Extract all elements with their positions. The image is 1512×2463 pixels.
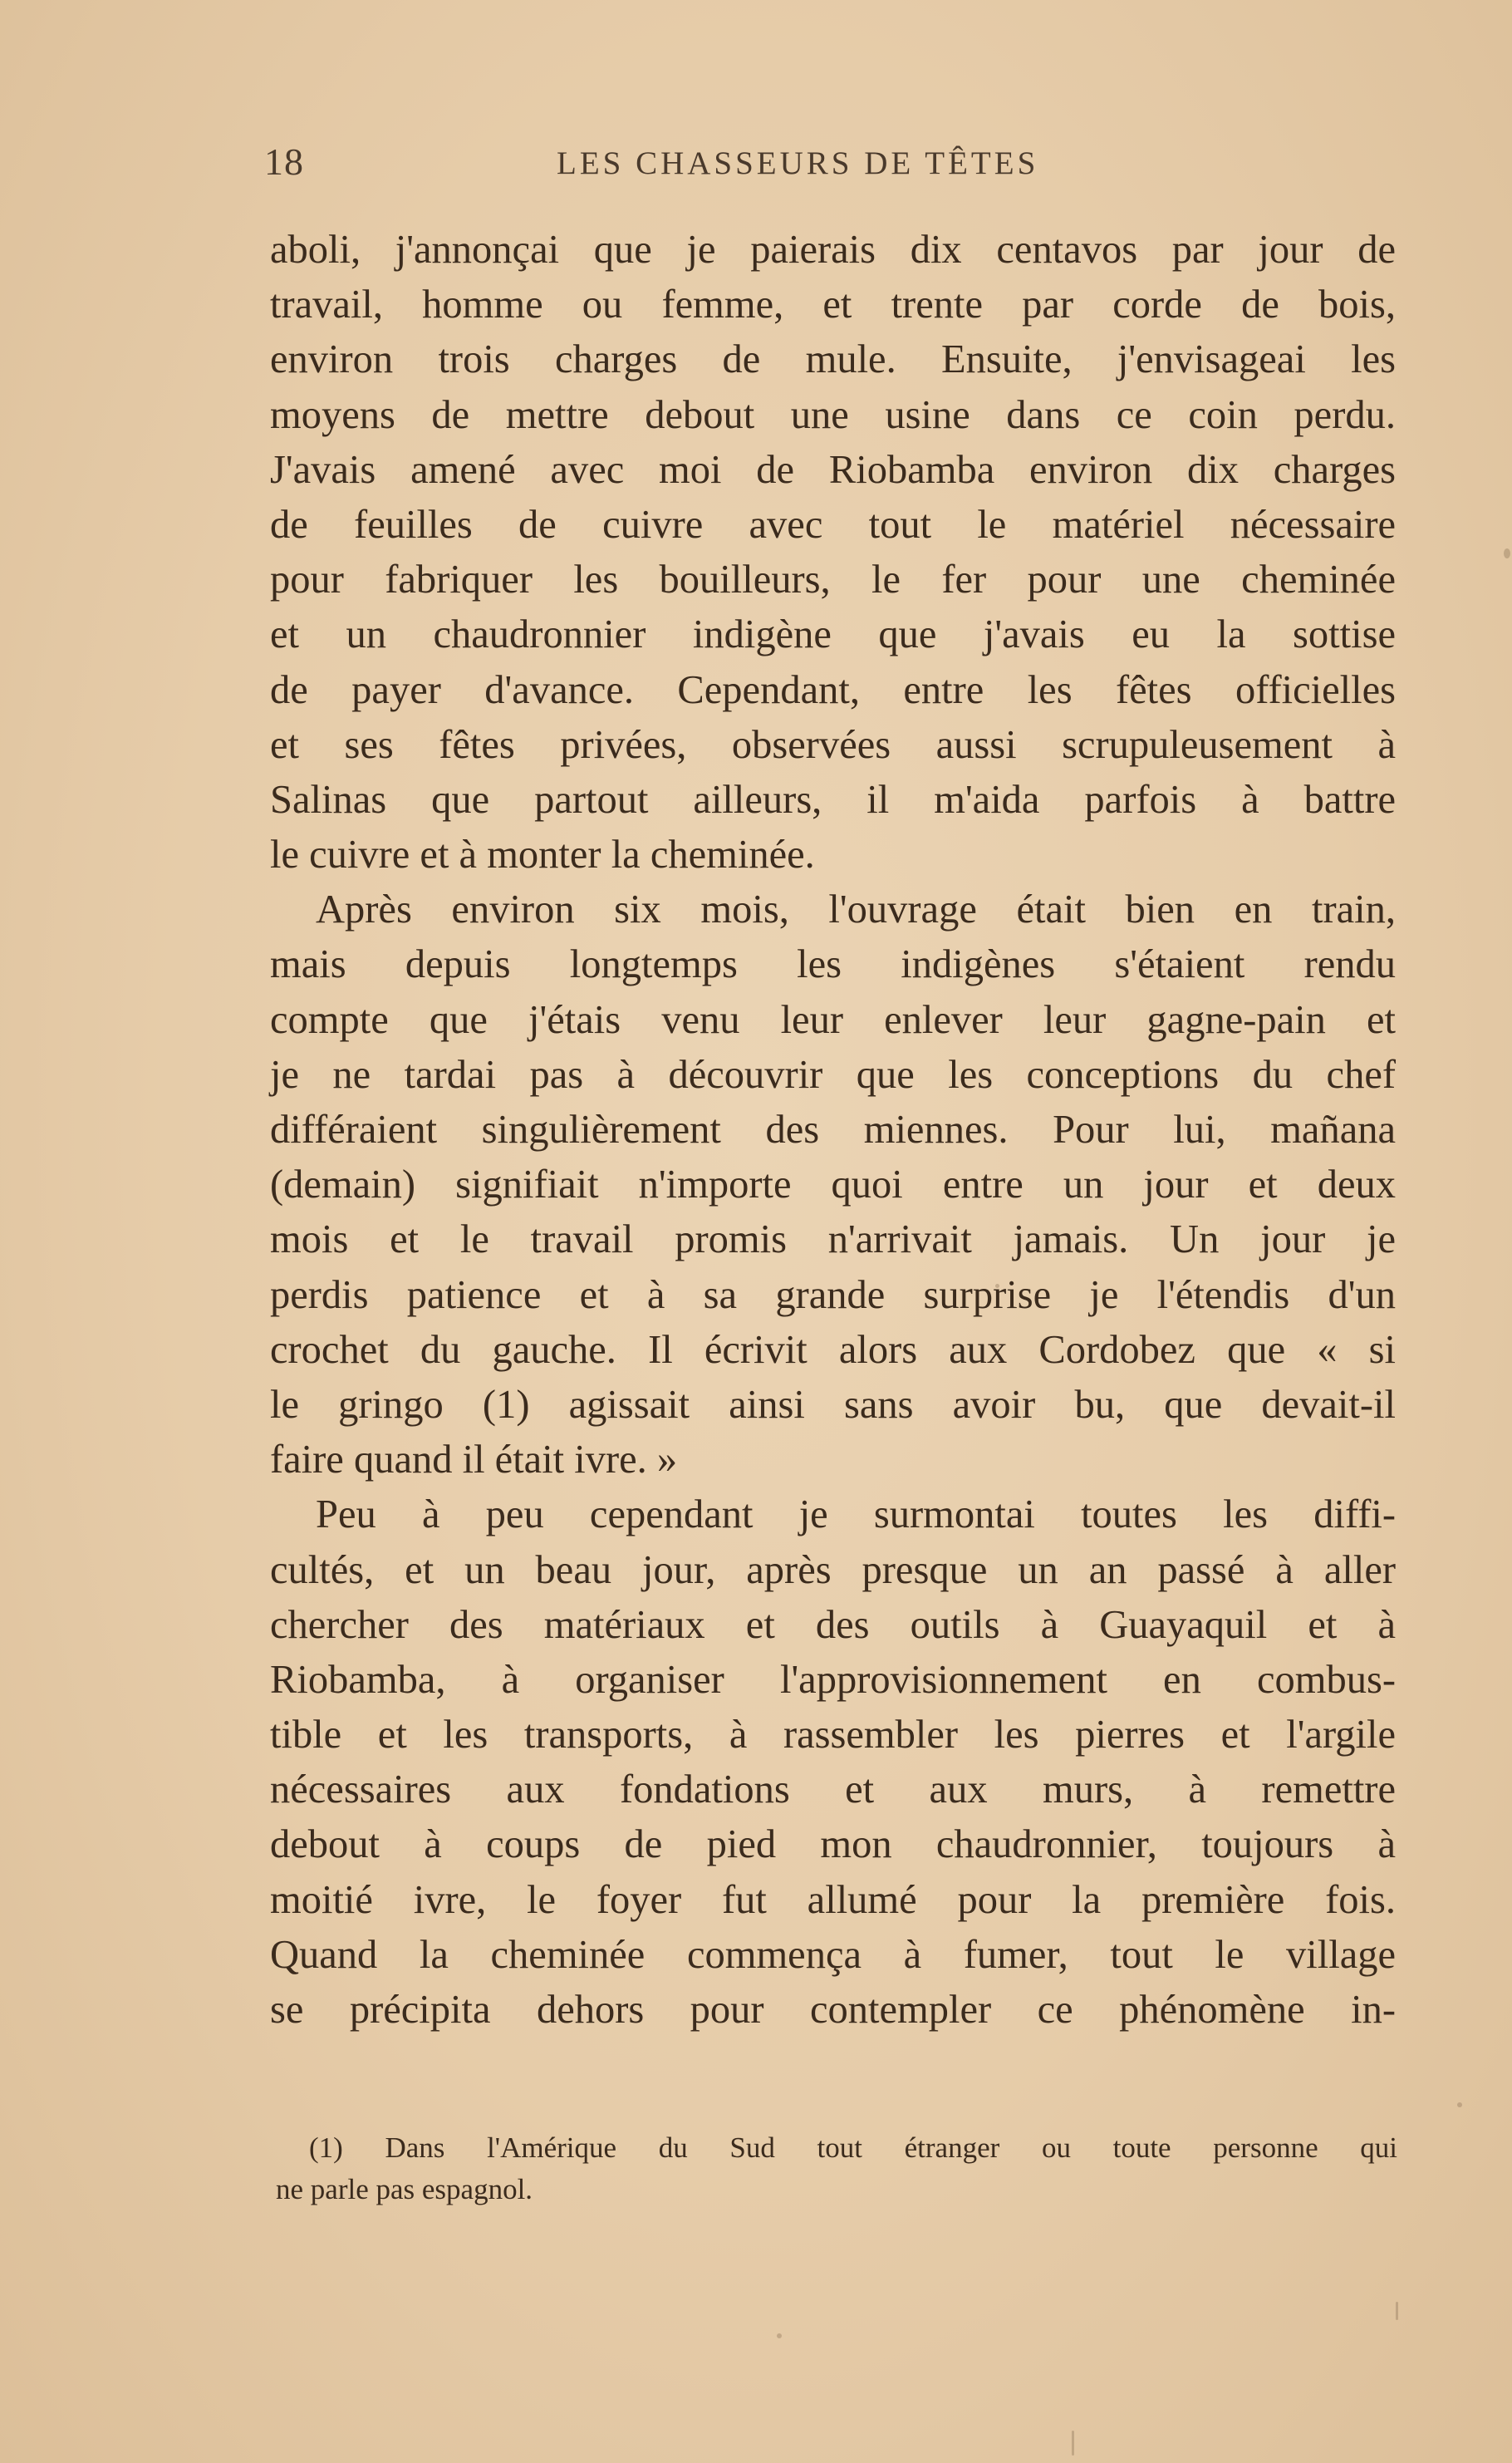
paper-speck: [995, 1284, 999, 1288]
text-line: Salinas que partout ailleurs, il m'aida parfois à battre: [270, 777, 1396, 822]
paper-speck: [1457, 2102, 1462, 2107]
paper-speck: [1396, 2302, 1398, 2320]
running-title: LES CHASSEURS DE TÊTES: [557, 145, 1039, 181]
text-line: crochet du gauche. Il écrivit alors aux Cordobez que « si: [270, 1327, 1396, 1372]
text-line: (demain) signifiait n'importe quoi entre un jour et deux: [270, 1163, 1396, 1207]
text-line: je ne tardai pas à découvrir que les conceptions du chef: [270, 1052, 1396, 1097]
text-line: Quand la cheminée commença à fumer, tout le village: [270, 1932, 1396, 1977]
text-line: de feuilles de cuivre avec tout le matériel nécessaire: [270, 502, 1396, 547]
text-line: cultés, et un beau jour, après presque un an passé à aller: [270, 1547, 1396, 1592]
text-line: compte que j'étais venu leur enlever leur gagne-pain et: [270, 997, 1396, 1042]
text-line: Riobamba, à organiser l'approvisionnement en combus-: [270, 1657, 1396, 1702]
text-line: tible et les transports, à rassembler les pierres et l'argile: [270, 1713, 1396, 1758]
text-line: mois et le travail promis n'arrivait jamais. Un jour je: [270, 1217, 1396, 1262]
paper-speck: [1504, 548, 1510, 558]
text-line: debout à coups de pied mon chaudronnier, toujours à: [270, 1822, 1396, 1867]
text-line: moitié ivre, le foyer fut allumé pour la première fois.: [270, 1877, 1396, 1922]
text-line: environ trois charges de mule. Ensuite, j'envisageai les: [270, 337, 1396, 382]
page-number: 18: [264, 140, 304, 183]
text-line: perdis patience et à sa grande surprise je l'étendis d'un: [270, 1272, 1396, 1317]
paper-speck: [1072, 2431, 1074, 2456]
footnote-line: ne parle pas espagnol.: [276, 2173, 533, 2205]
text-line: pour fabriquer les bouilleurs, le fer pour une cheminée: [270, 558, 1396, 602]
text-line: et un chaudronnier indigène que j'avais eu la sottise: [270, 612, 1396, 657]
text-line: mais depuis longtemps les indigènes s'étaient rendu: [270, 942, 1396, 987]
text-line: et ses fêtes privées, observées aussi scrupuleusement à: [270, 722, 1396, 767]
text-line: faire quand il était ivre. »: [270, 1438, 678, 1482]
text-line: nécessaires aux fondations et aux murs, à remettre: [270, 1767, 1396, 1812]
text-line: différaient singulièrement des miennes. Pour lui, mañana: [270, 1108, 1396, 1152]
page-header: [264, 140, 1402, 189]
text-line: le cuivre et à monter la cheminée.: [270, 833, 815, 878]
footnote-line: (1) Dans l'Amérique du Sud tout étranger ou toute personne qui: [309, 2131, 1397, 2164]
text-line: chercher des matériaux et des outils à Guayaquil et à: [270, 1602, 1396, 1647]
text-line: le gringo (1) agissait ainsi sans avoir bu, que devait-il: [270, 1382, 1396, 1427]
text-line: Peu à peu cependant je surmontai toutes les diffi-: [316, 1492, 1396, 1537]
text-line: se précipita dehors pour contempler ce phénomène in-: [270, 1988, 1396, 2032]
text-line: moyens de mettre debout une usine dans ce coin perdu.: [270, 392, 1396, 437]
footnote: [276, 2127, 1397, 2210]
paper-speck: [777, 2333, 782, 2338]
body-text: [270, 223, 1396, 2038]
text-line: de payer d'avance. Cependant, entre les fêtes officielles: [270, 667, 1396, 712]
text-line: aboli, j'annonçai que je paierais dix centavos par jour de: [270, 228, 1396, 272]
text-line: Après environ six mois, l'ouvrage était bien en train,: [316, 887, 1396, 932]
text-line: travail, homme ou femme, et trente par corde de bois,: [270, 283, 1396, 327]
text-line: J'avais amené avec moi de Riobamba environ dix charges: [270, 447, 1396, 492]
